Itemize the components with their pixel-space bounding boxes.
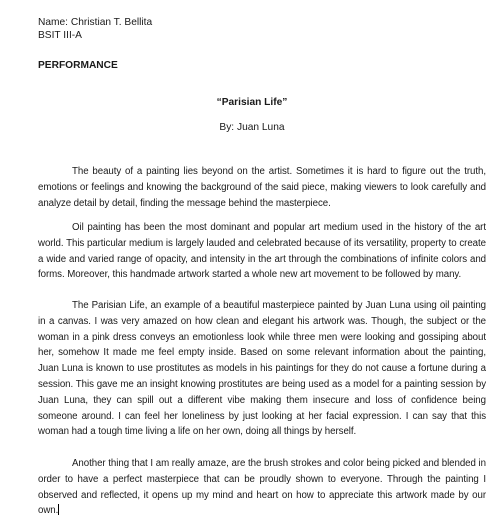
- paragraph-4[interactable]: [38, 456, 486, 519]
- paragraph-2-text: Oil painting has been the most dominant and popular art medium used in the history of the art world. This particular medium is largely lauded and celebrated because of its versatility, property to create a wide and varied range of opacity, and intensity in the art through the combinations of infinite colors and forms. Moreover, this handmade artwork started a whole new art movement to be followed by many.: [38, 222, 486, 281]
- student-course: BSIT III-A: [38, 30, 82, 41]
- text-cursor: [58, 504, 59, 515]
- paragraph-1[interactable]: [38, 164, 486, 211]
- essay-title: “Parisian Life”: [216, 97, 288, 108]
- paragraph-3-text: The Parisian Life, an example of a beautiful masterpiece painted by Juan Luna using oil painting in a canvas. I was very amazed on how clean and elegant his artwork was. Though, the subject or the woman in a pink dress conveys an emotionless look while three men were looking and gossiping about her, somehow It made me feel empty inside. Based on some relevant information about the painting, Juan Luna is known to use prostitutes as models in his paintings for they do not cause a fortune during a session. This gave me an insight knowing prostitutes are being used as a model for a painting session by Juan Luna, they can spill out a different vibe making them insecure and loss of confidence being someone around. I can feel her loneliness by just looking at her facial expression. I can say that this woman had a tough time living a life on her own, doing all things by herself.: [38, 300, 486, 438]
- paragraph-2[interactable]: [38, 220, 486, 283]
- paragraph-1-text: The beauty of a painting lies beyond on the artist. Sometimes it is hard to figure out the truth, emotions or feelings and knowing the background of the said piece, making viewers to look carefully and analyze detail by detail, finding the message behind the masterpiece.: [38, 166, 486, 209]
- student-name: Name: Christian T. Bellita: [38, 17, 153, 28]
- section-heading: PERFORMANCE: [38, 60, 118, 71]
- paragraph-3[interactable]: [38, 298, 486, 440]
- essay-byline: By: Juan Luna: [219, 122, 285, 133]
- paragraph-4-text: Another thing that I am really amaze, are the brush strokes and color being picked and blended in order to have a perfect masterpiece that can be proudly shown to everyone. Through the painting I observed and reflected, it opens up my mind and heart on how to appreciate this artwork made by our own.: [38, 458, 486, 517]
